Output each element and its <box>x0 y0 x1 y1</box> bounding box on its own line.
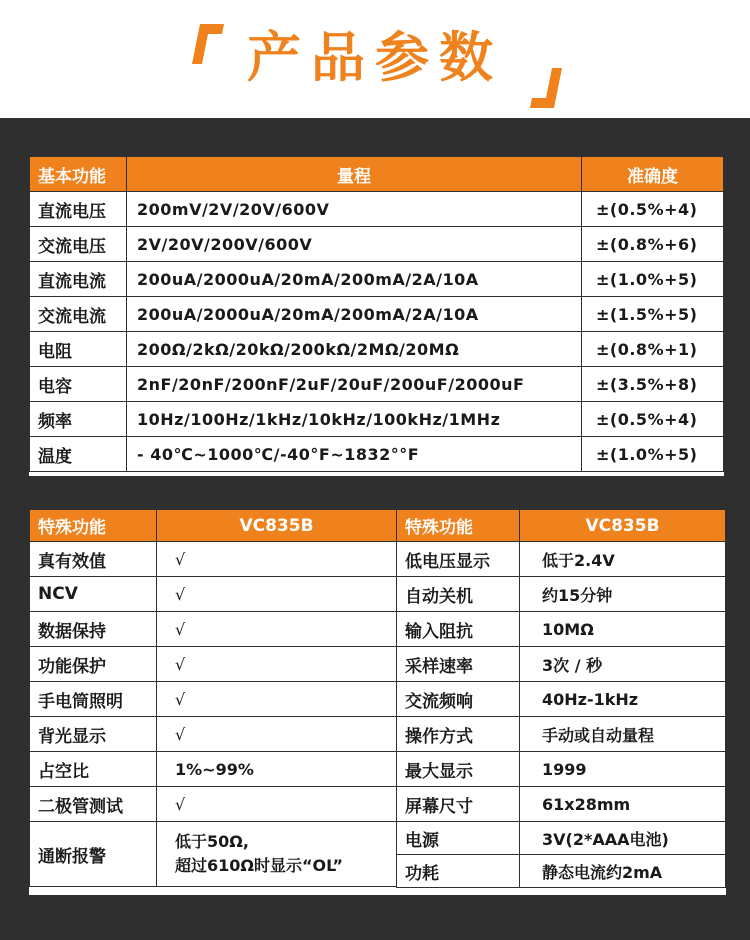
special-spec-label: 功耗 <box>396 854 520 888</box>
special-spec-label: 输入阻抗 <box>396 611 520 647</box>
special-function-value: 1%~99% <box>156 751 397 787</box>
special-spec-value: 40Hz-1kHz <box>519 681 726 717</box>
basic-range-cell: 10Hz/100Hz/1kHz/10kHz/100kHz/1MHz <box>126 401 582 437</box>
basic-accuracy-cell: ±(1.0%+5) <box>581 436 724 472</box>
special-function-label: 数据保持 <box>29 611 157 647</box>
basic-accuracy-cell: ±(0.8%+6) <box>581 226 724 262</box>
basic-function-cell: 直流电流 <box>29 261 127 297</box>
basic-header-accuracy: 准确度 <box>581 156 724 192</box>
basic-function-cell: 交流电流 <box>29 296 127 332</box>
basic-header-range: 量程 <box>126 156 582 192</box>
special-spec-value: 1999 <box>519 751 726 787</box>
special-function-label: 功能保护 <box>29 646 157 682</box>
special-spec-value: 静态电流约2mA <box>519 854 726 888</box>
special-function-value: √ <box>156 611 397 647</box>
basic-range-cell: 2V/20V/200V/600V <box>126 226 582 262</box>
special-spec-value: 3V(2*AAA电池) <box>519 821 726 855</box>
special-function-value: √ <box>156 786 397 822</box>
basic-function-cell: 频率 <box>29 401 127 437</box>
special-spec-label: 屏幕尺寸 <box>396 786 520 822</box>
continuity-value-line-2: 超过610Ω时显示“OL” <box>175 856 343 875</box>
special-spec-value: 10MΩ <box>519 611 726 647</box>
continuity-value <box>175 830 343 878</box>
special-spec-label: 采样速率 <box>396 646 520 682</box>
basic-header-function: 基本功能 <box>29 156 127 192</box>
special-function-label: 背光显示 <box>29 716 157 752</box>
special-spec-label: 交流频响 <box>396 681 520 717</box>
special-spec-value: 手动或自动量程 <box>519 716 726 752</box>
basic-function-table <box>29 156 724 476</box>
special-header-right-model: VC835B <box>519 509 726 542</box>
special-spec-label: 自动关机 <box>396 576 520 612</box>
basic-range-cell: 200uA/2000uA/20mA/200mA/2A/10A <box>126 296 582 332</box>
continuity-value-line-1: 低于50Ω, <box>175 832 249 851</box>
special-function-label: 通断报警 <box>29 821 157 887</box>
special-function-value: √ <box>156 541 397 577</box>
header <box>0 0 750 118</box>
special-function-label: 手电筒照明 <box>29 681 157 717</box>
basic-function-cell: 交流电压 <box>29 226 127 262</box>
page-title: 产品参数 <box>247 26 503 89</box>
basic-accuracy-cell: ±(3.5%+8) <box>581 366 724 402</box>
basic-range-cell: 2nF/20nF/200nF/2uF/20uF/200uF/2000uF <box>126 366 582 402</box>
basic-function-cell: 电容 <box>29 366 127 402</box>
special-spec-label: 低电压显示 <box>396 541 520 577</box>
special-function-table <box>29 509 726 895</box>
special-function-value <box>156 821 397 887</box>
special-spec-value: 3次 / 秒 <box>519 646 726 682</box>
special-header-left-model: VC835B <box>156 509 397 542</box>
special-function-label: 二极管测试 <box>29 786 157 822</box>
basic-function-cell: 直流电压 <box>29 191 127 227</box>
special-header-left-function: 特殊功能 <box>29 509 157 542</box>
basic-range-cell: 200Ω/2kΩ/20kΩ/200kΩ/2MΩ/20MΩ <box>126 331 582 367</box>
basic-accuracy-cell: ±(1.0%+5) <box>581 261 724 297</box>
special-spec-value: 61x28mm <box>519 786 726 822</box>
special-function-label: NCV <box>29 576 157 612</box>
special-spec-label: 最大显示 <box>396 751 520 787</box>
basic-range-cell: - 40℃~1000℃/-40°F~1832°°F <box>126 436 582 472</box>
special-function-value: √ <box>156 576 397 612</box>
special-spec-value: 低于2.4V <box>519 541 726 577</box>
special-spec-label: 操作方式 <box>396 716 520 752</box>
basic-accuracy-cell: ±(0.5%+4) <box>581 191 724 227</box>
basic-range-cell: 200mV/2V/20V/600V <box>126 191 582 227</box>
basic-function-cell: 温度 <box>29 436 127 472</box>
special-function-value: √ <box>156 646 397 682</box>
right-bracket-decoration <box>528 66 568 110</box>
special-function-value: √ <box>156 681 397 717</box>
basic-accuracy-cell: ±(1.5%+5) <box>581 296 724 332</box>
special-function-label: 真有效值 <box>29 541 157 577</box>
special-function-label: 占空比 <box>29 751 157 787</box>
basic-range-cell: 200uA/2000uA/20mA/200mA/2A/10A <box>126 261 582 297</box>
basic-function-cell: 电阻 <box>29 331 127 367</box>
basic-accuracy-cell: ±(0.8%+1) <box>581 331 724 367</box>
special-function-value: √ <box>156 716 397 752</box>
special-spec-label: 电源 <box>396 821 520 855</box>
special-header-right-function: 特殊功能 <box>396 509 520 542</box>
special-spec-value: 约15分钟 <box>519 576 726 612</box>
basic-accuracy-cell: ±(0.5%+4) <box>581 401 724 437</box>
